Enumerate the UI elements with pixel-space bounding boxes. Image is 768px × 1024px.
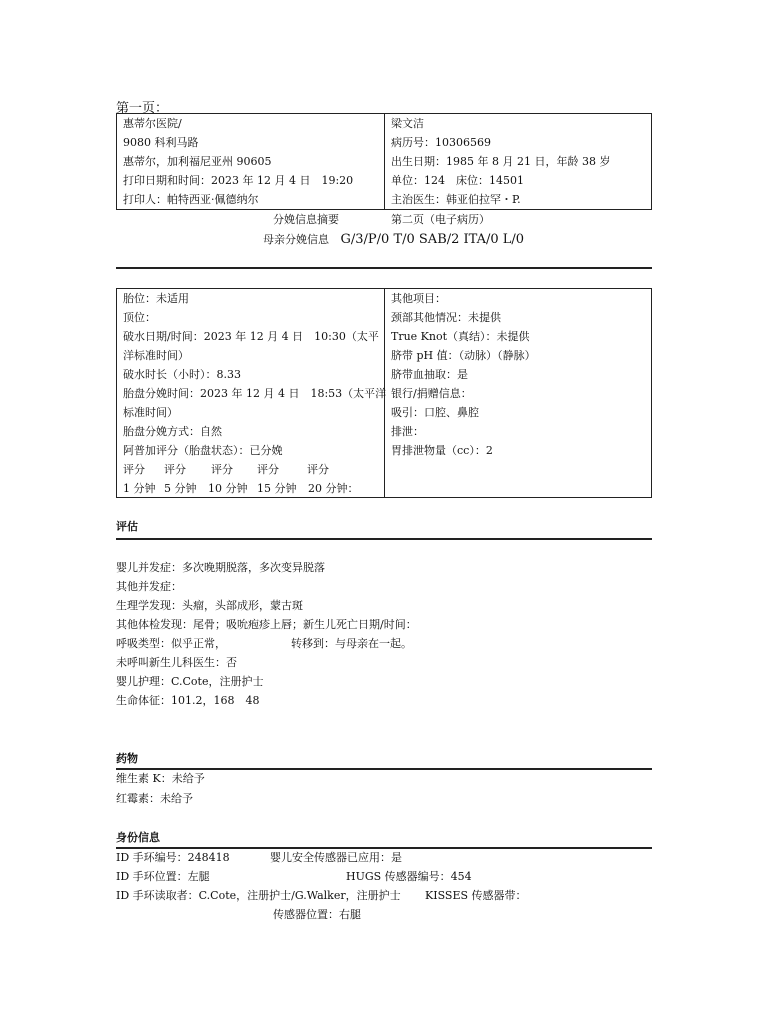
maternal-value: G/3/P/0 T/0 SAB/2 ITA/0 L/0 xyxy=(340,232,525,247)
band-number: ID 手环编号：248418 xyxy=(116,851,230,864)
birth-date: 出生日期：1985 年 8 月 21 日，年龄 38 岁 xyxy=(391,155,611,168)
erythromycin: 红霉素：未给予 xyxy=(116,792,193,805)
other-items: 其他项目： xyxy=(391,292,446,305)
sensor-position: 传感器位置：右腿 xyxy=(273,908,361,921)
print-datetime: 打印日期和时间：2023 年 12 月 4 日 19:20 xyxy=(123,174,354,187)
infant-nurse: 婴儿护理：C.Cote，注册护士 xyxy=(116,675,264,688)
gastric-volume: 胃排泄物量（cc）：2 xyxy=(391,444,493,457)
hospital-street: 9080 科利马路 xyxy=(123,136,199,149)
other-exam-findings: 其他体检发现：尾骨；吸吮疱疹上唇；新生儿死亡日期/时间： xyxy=(116,618,417,631)
kisses-sensor: KISSES 传感器带： xyxy=(425,889,527,902)
placenta-method: 胎盘分娩方式：自然 xyxy=(123,425,222,438)
apgar-minute: 1 分钟 xyxy=(123,482,156,495)
maternal-info xyxy=(263,230,524,249)
vertex: 顶位： xyxy=(123,311,156,324)
cord-ph: 脐带 pH 值：（动脉）（静脉） xyxy=(391,349,536,362)
transfer-to: 转移到：与母亲在一起。 xyxy=(291,637,412,650)
apgar-header: 评分 xyxy=(164,463,186,476)
drainage: 排泄： xyxy=(391,425,424,438)
printed-by: 打印人：帕特西亚·佩德纳尔 xyxy=(123,193,259,206)
infant-complications: 婴儿并发症：多次晚期脱落，多次变异脱落 xyxy=(116,561,325,574)
apgar-header: 评分 xyxy=(123,463,145,476)
vitamin-k: 维生素 K：未给予 xyxy=(116,772,205,785)
section-divider-top xyxy=(116,267,652,269)
physiological-findings: 生理学发现：头瘤，头部成形，蒙古斑 xyxy=(116,599,303,612)
apgar-minute-row xyxy=(123,479,359,498)
apgar-header: 评分 xyxy=(211,463,233,476)
rupture-datetime: 破水日期/时间：2023 年 12 月 4 日 10:30（太平 xyxy=(123,330,379,343)
rupture-datetime-cont: 洋标准时间） xyxy=(123,349,189,362)
hugs-sensor: HUGS 传感器编号：454 xyxy=(346,870,472,883)
apgar-header: 评分 xyxy=(307,463,329,476)
breathing-type: 呼吸类型：似乎正常， xyxy=(116,637,226,650)
band-reader: ID 手环读取者：C.Cote，注册护士/G.Walker，注册护士 xyxy=(116,889,401,902)
unit-bed: 单位：124 床位：14501 xyxy=(391,174,524,187)
security-sensor-applied: 婴儿安全传感器已应用：是 xyxy=(270,851,402,864)
apgar-minute: 20 分钟： xyxy=(308,482,359,495)
vital-signs: 生命体征：101.2，168 48 xyxy=(116,694,260,707)
patient-name: 梁文洁 xyxy=(391,117,424,130)
neck-other: 颈部其他情况：未提供 xyxy=(391,311,501,324)
rupture-duration: 破水时长（小时）：8.33 xyxy=(123,368,241,381)
header-divider xyxy=(384,113,385,210)
hospital-city: 惠蒂尔，加利福尼亚州 90605 xyxy=(123,155,272,168)
suction: 吸引：口腔、鼻腔 xyxy=(391,406,479,419)
band-position: ID 手环位置：左腿 xyxy=(116,870,210,883)
identity-title: 身份信息 xyxy=(116,831,160,844)
other-complications: 其他并发症： xyxy=(116,580,182,593)
summary-label: 分娩信息摘要 xyxy=(273,213,339,226)
apgar-minute: 15 分钟 xyxy=(257,482,297,495)
true-knot: True Knot（真结）：未提供 xyxy=(391,330,530,343)
assessment-divider xyxy=(116,538,652,540)
apgar-minute: 5 分钟 xyxy=(164,482,197,495)
record-number: 病历号：10306569 xyxy=(391,136,491,149)
page-two-label: 第二页（电子病历） xyxy=(391,213,490,226)
neonatologist-called: 未呼叫新生儿科医生：否 xyxy=(116,656,237,669)
maternal-label: 母亲分娩信息 xyxy=(263,233,329,246)
page-label: 第一页： xyxy=(116,101,169,116)
hospital-name: 惠蒂尔医院/ xyxy=(123,117,182,130)
apgar-header: 评分 xyxy=(257,463,279,476)
apgar-status: 阿普加评分（胎盘状态）：已分娩 xyxy=(123,444,283,457)
assessment-title: 评估 xyxy=(116,520,138,533)
cord-blood: 脐带血抽取：是 xyxy=(391,368,468,381)
medication-title: 药物 xyxy=(116,752,138,765)
placenta-time-cont: 标准时间） xyxy=(123,406,178,419)
attending-doctor: 主治医生：韩亚伯拉罕・P. xyxy=(391,193,521,206)
apgar-header-row xyxy=(123,460,329,479)
bank-donation: 银行/捐赠信息： xyxy=(391,387,472,400)
placenta-time: 胎盘分娩时间：2023 年 12 月 4 日 18:53（太平洋 xyxy=(123,387,387,400)
apgar-minute: 10 分钟 xyxy=(208,482,248,495)
fetal-position: 胎位：未适用 xyxy=(123,292,189,305)
